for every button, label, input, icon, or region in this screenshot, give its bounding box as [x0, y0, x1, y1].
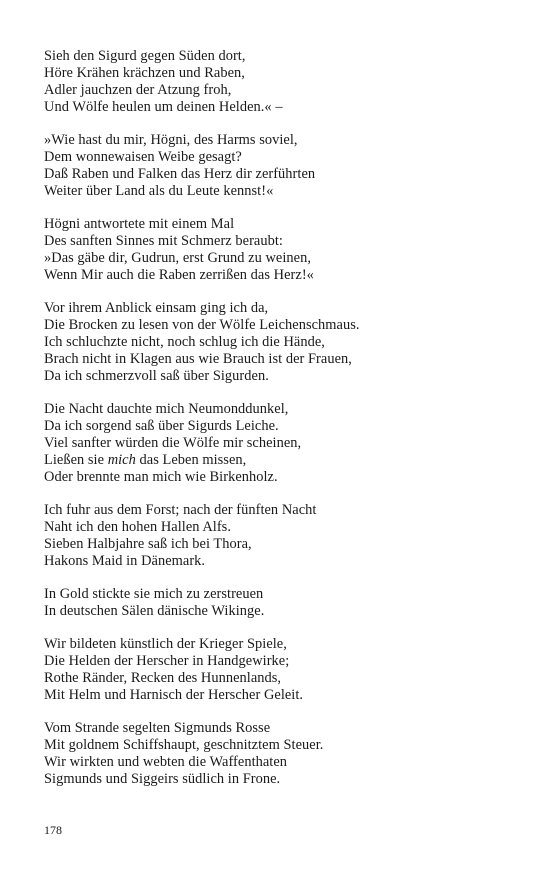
stanza-2 [44, 132, 514, 200]
stanza-7 [44, 586, 514, 620]
poem-line: Ich fuhr aus dem Forst; nach der fünften Nacht [44, 502, 317, 518]
line-text-before: Ließen sie [44, 452, 108, 468]
poem-page [44, 48, 514, 804]
poem-line: Wenn Mir auch die Raben zerrißen das Herz!« [44, 267, 314, 283]
poem-line: Die Brocken zu lesen von der Wölfe Leichenschmaus. [44, 317, 360, 333]
poem-line: Mit Helm und Harnisch der Herscher Geleit. [44, 687, 304, 703]
stanza-5 [44, 401, 514, 486]
stanza-3 [44, 216, 514, 284]
poem-line: Da ich schmerzvoll saß über Sigurden. [44, 368, 269, 384]
stanza-8 [44, 636, 514, 704]
poem-line: Naht ich den hohen Hallen Alfs. [44, 519, 231, 535]
poem-line: Und Wölfe heulen um deinen Helden.« – [44, 99, 283, 115]
poem-line-with-emphasis [44, 452, 514, 469]
poem-line: Rothe Ränder, Recken des Hunnenlands, [44, 670, 282, 686]
poem-line: Sieh den Sigurd gegen Süden dort, [44, 48, 246, 64]
poem-line: Da ich sorgend saß über Sigurds Leiche. [44, 418, 279, 434]
poem-line: Daß Raben und Falken das Herz dir zerführten [44, 166, 316, 182]
poem-line: Högni antwortete mit einem Mal [44, 216, 235, 232]
poem-line: Wir bildeten künstlich der Krieger Spiele, [44, 636, 287, 652]
poem-line: Des sanften Sinnes mit Schmerz beraubt: [44, 233, 283, 249]
poem-line: Höre Krähen krächzen und Raben, [44, 65, 245, 81]
poem-line: »Wie hast du mir, Högni, des Harms soviel, [44, 132, 298, 148]
line-text-after: das Leben missen, [135, 452, 247, 468]
poem-line: Vor ihrem Anblick einsam ging ich da, [44, 300, 269, 316]
page-number: 178 [44, 823, 62, 837]
poem-line: »Das gäbe dir, Gudrun, erst Grund zu weinen, [44, 250, 311, 266]
poem-line: Dem wonnewaisen Weibe gesagt? [44, 149, 242, 165]
emphasized-word: mich [107, 452, 136, 468]
stanza-6 [44, 502, 514, 570]
stanza-9 [44, 720, 514, 788]
poem-line: Adler jauchzen der Atzung froh, [44, 82, 232, 98]
poem-line: Die Helden der Herscher in Handgewirke; [44, 653, 290, 669]
poem-line: Weiter über Land als du Leute kennst!« [44, 183, 274, 199]
poem-line: Viel sanfter würden die Wölfe mir scheinen, [44, 435, 302, 451]
poem-line: Vom Strande segelten Sigmunds Rosse [44, 720, 271, 736]
poem-line: Die Nacht dauchte mich Neumonddunkel, [44, 401, 289, 417]
poem-line: In deutschen Sälen dänische Wikinge. [44, 603, 265, 619]
poem-line: Wir wirkten und webten die Waffenthaten [44, 754, 288, 770]
stanza-4 [44, 300, 514, 385]
poem-line: Hakons Maid in Dänemark. [44, 553, 206, 569]
poem-line: Sieben Halbjahre saß ich bei Thora, [44, 536, 252, 552]
poem-line: Ich schluchzte nicht, noch schlug ich die Hände, [44, 334, 325, 350]
poem-line: In Gold stickte sie mich zu zerstreuen [44, 586, 264, 602]
stanza-1 [44, 48, 514, 116]
poem-line: Mit goldnem Schiffshaupt, geschnitztem Steuer. [44, 737, 324, 753]
poem-line: Oder brennte man mich wie Birkenholz. [44, 469, 278, 485]
poem-line: Sigmunds und Siggeirs südlich in Frone. [44, 771, 281, 787]
poem-line: Brach nicht in Klagen aus wie Brauch ist der Frauen, [44, 351, 352, 367]
